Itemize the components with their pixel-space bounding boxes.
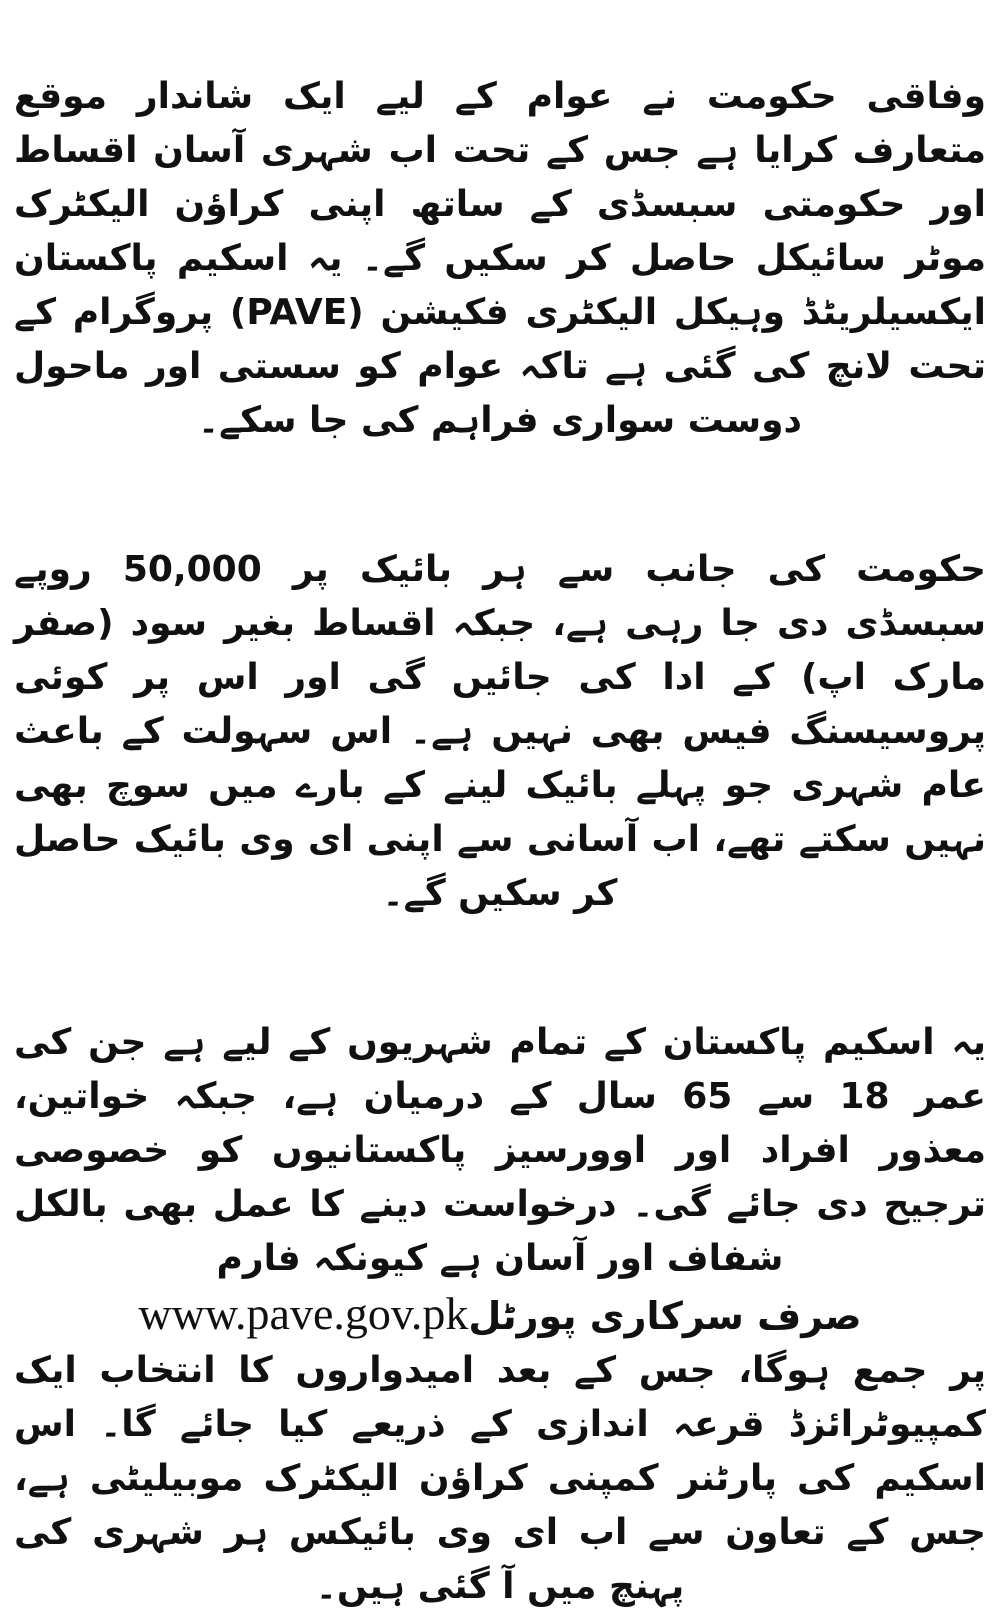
portal-line	[14, 1286, 986, 1344]
paragraph-selection: پر جمع ہوگا، جس کے بعد امیدواروں کا انتخاب ایک کمپیوٹرائزڈ قرعہ اندازی کے ذریعے کیا جائے گا۔ اس اسکیم کی پارٹنر کمپنی کراؤن الیکٹرک موبیلیٹی ہے، جس کے تعاون سے اب ای وی بائیکس ہر شہری کی پہنچ میں آ گئی ہیں۔	[14, 1350, 986, 1607]
portal-prefix: صرف سرکاری پورٹل	[468, 1294, 862, 1338]
paragraph-eligibility: یہ اسکیم پاکستان کے تمام شہریوں کے لیے ہے جن کی عمر 18 سے 65 سال کے درمیان ہے، جبکہ خواتین، معذور افراد اور اوورسیز پاکستانیوں کو خصوصی ترجیح دی جائے گی۔ درخواست دینے کا عمل بھی بالکل شفاف اور آسان ہے کیونکہ فارم	[14, 1022, 987, 1279]
portal-url[interactable]: www.pave.gov.pk	[138, 1288, 469, 1339]
paragraph-subsidy: حکومت کی جانب سے ہر بائیک پر 50,000 روپے سبسڈی دی جا رہی ہے، جبکہ اقساط بغیر سود (صفر مارک اپ) کے ادا کی جائیں گی اور اس پر کوئی پروسیسنگ فیس بھی نہیں ہے۔ اس سہولت کے باعث عام شہری جو پہلے بائیک لینے کے بارے میں سوچ بھی نہیں سکتے تھے، اب آسانی سے اپنی ای وی بائیک حاصل کر سکیں گے۔	[14, 549, 986, 914]
paragraph-intro: وفاقی حکومت نے عوام کے لیے ایک شاندار موقع متعارف کرایا ہے جس کے تحت اب شہری آسان اقساط اور حکومتی سبسڈی کے ساتھ اپنی کراؤن الیکٹرک موٹر سائیکل حاصل کر سکیں گے۔ یہ اسکیم پاکستان ایکسیلریٹڈ وہیکل الیکٹری فکیشن (PAVE) پروگرام کے تحت لانچ کی گئی ہے تاکہ عوام کو سستی اور ماحول دوست سواری فراہم کی جا سکے۔	[14, 76, 986, 441]
